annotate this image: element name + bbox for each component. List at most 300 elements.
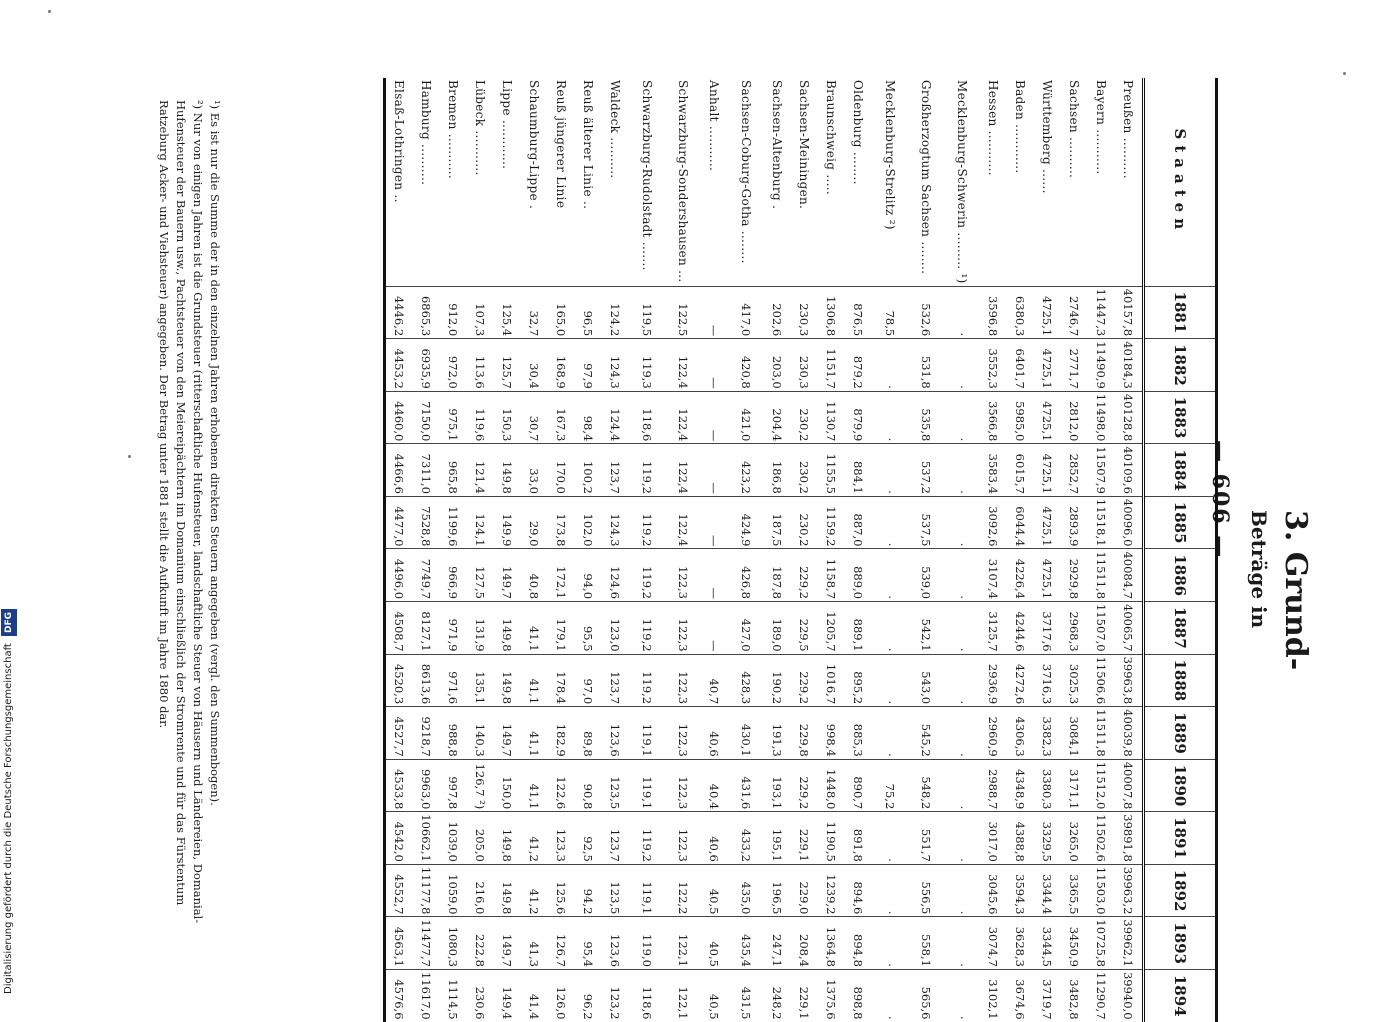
- value-cell: 124,3: [602, 496, 629, 549]
- value-cell: 41,1: [521, 654, 548, 707]
- value-cell: 4725,1: [1034, 391, 1061, 444]
- state-name: Schwarzburg-Sondershausen ...: [676, 80, 690, 283]
- value-cell: 119,2: [629, 496, 665, 549]
- value-cell: —: [701, 444, 728, 497]
- value-cell: 435,0: [728, 864, 764, 917]
- value-cell: ·: [872, 602, 908, 655]
- value-cell: 230,2: [791, 444, 818, 497]
- value-cell: 195,1: [764, 812, 791, 865]
- value-cell: 3102,1: [980, 969, 1007, 1021]
- value-cell: 2936,9: [980, 654, 1007, 707]
- value-cell: ·: [872, 969, 908, 1021]
- value-cell: 3344,5: [1034, 917, 1061, 970]
- value-cell: 6401,7: [1007, 339, 1034, 392]
- value-cell: 230,6: [467, 969, 494, 1021]
- value-cell: 95,4: [575, 917, 602, 970]
- value-cell: ·: [944, 496, 980, 549]
- value-cell: 150,0: [494, 759, 521, 812]
- state-name: Preußen ..........: [1121, 80, 1136, 179]
- value-cell: ·: [944, 549, 980, 602]
- value-cell: 229,0: [791, 864, 818, 917]
- value-cell: 123,0: [602, 602, 629, 655]
- value-cell: 539,0: [908, 549, 944, 602]
- value-cell: 11511,8: [1088, 707, 1115, 760]
- value-cell: 30,7: [521, 391, 548, 444]
- state-name: Sachsen-Coburg-Gotha ........: [739, 80, 753, 264]
- value-cell: 11507,0: [1088, 602, 1115, 655]
- value-cell: 11502,6: [1088, 812, 1115, 865]
- value-cell: 3171,1: [1061, 759, 1088, 812]
- value-cell: 124,3: [602, 339, 629, 392]
- value-cell: 1130,7: [818, 391, 845, 444]
- value-cell: 124,4: [602, 391, 629, 444]
- table-row: [385, 78, 414, 1022]
- value-cell: 40,6: [701, 707, 728, 760]
- value-cell: ·: [944, 969, 980, 1021]
- year-header: 1894: [1144, 969, 1217, 1021]
- value-cell: 11503,0: [1088, 864, 1115, 917]
- year-header: 1882: [1144, 339, 1217, 392]
- value-cell: 122,3: [665, 602, 701, 655]
- state-column-header: Staaten: [1144, 78, 1217, 286]
- value-cell: 40065,7: [1115, 602, 1144, 655]
- value-cell: 1205,7: [818, 602, 845, 655]
- value-cell: 1080,3: [440, 917, 467, 970]
- value-cell: ·: [944, 917, 980, 970]
- state-name: Bremen ...........: [446, 80, 461, 180]
- table-row: [908, 78, 944, 1022]
- state-name: Lübeck ...........: [473, 80, 488, 176]
- value-cell: 187,5: [764, 496, 791, 549]
- value-cell: 2771,7: [1061, 339, 1088, 392]
- value-cell: 172,1: [548, 549, 575, 602]
- value-cell: 4348,9: [1007, 759, 1034, 812]
- value-cell: 971,6: [440, 654, 467, 707]
- value-cell: 4725,1: [1034, 496, 1061, 549]
- value-cell: 119,1: [629, 707, 665, 760]
- value-cell: 4466,6: [385, 444, 414, 497]
- value-cell: 40,4: [701, 759, 728, 812]
- value-cell: 40184,3: [1115, 339, 1144, 392]
- value-cell: 122,3: [665, 759, 701, 812]
- table-row: [872, 78, 908, 1022]
- value-cell: 119,2: [629, 602, 665, 655]
- value-cell: 126,0: [548, 969, 575, 1021]
- value-cell: ·: [872, 549, 908, 602]
- value-cell: 90,8: [575, 759, 602, 812]
- value-cell: 150,3: [494, 391, 521, 444]
- value-cell: 542,1: [908, 602, 944, 655]
- state-name: Anhalt ...........: [707, 80, 722, 172]
- state-name: Sachsen-Altenburg .: [770, 80, 785, 210]
- value-cell: ·: [872, 812, 908, 865]
- value-cell: 3084,1: [1061, 707, 1088, 760]
- year-header: 1886: [1144, 549, 1217, 602]
- value-cell: 187,8: [764, 549, 791, 602]
- value-cell: 1159,2: [818, 496, 845, 549]
- value-cell: 885,3: [845, 707, 872, 760]
- value-cell: 558,1: [908, 917, 944, 970]
- value-cell: 11506,6: [1088, 654, 1115, 707]
- year-header: 1881: [1144, 286, 1217, 339]
- value-cell: 4527,7: [385, 707, 414, 760]
- value-cell: —: [701, 549, 728, 602]
- value-cell: 182,9: [548, 707, 575, 760]
- value-cell: 3594,3: [1007, 864, 1034, 917]
- value-cell: 4244,6: [1007, 602, 1034, 655]
- section-subtitle: Beträge in: [1247, 510, 1271, 629]
- value-cell: ·: [872, 864, 908, 917]
- value-cell: 3628,3: [1007, 917, 1034, 970]
- value-cell: 122,4: [665, 391, 701, 444]
- value-cell: 40,6: [701, 812, 728, 865]
- value-cell: 29,0: [521, 496, 548, 549]
- value-cell: 435,4: [728, 917, 764, 970]
- value-cell: 4520,3: [385, 654, 414, 707]
- value-cell: 3674,6: [1007, 969, 1034, 1021]
- state-name: Schwarzburg-Rudolstadt .......: [640, 80, 654, 271]
- value-cell: 2893,9: [1061, 496, 1088, 549]
- value-cell: 123,3: [548, 812, 575, 865]
- value-cell: 890,7: [845, 759, 872, 812]
- value-cell: 39940,0: [1115, 969, 1144, 1021]
- value-cell: 122,5: [665, 286, 701, 339]
- value-cell: 3092,6: [980, 496, 1007, 549]
- year-header: 1885: [1144, 496, 1217, 549]
- year-header: 1893: [1144, 917, 1217, 970]
- table-row: [980, 78, 1007, 1022]
- value-cell: 431,5: [728, 969, 764, 1021]
- value-cell: 149,8: [494, 444, 521, 497]
- value-cell: 417,0: [728, 286, 764, 339]
- value-cell: —: [701, 496, 728, 549]
- value-cell: 895,2: [845, 654, 872, 707]
- value-cell: ·: [944, 812, 980, 865]
- value-cell: 2968,3: [1061, 602, 1088, 655]
- state-name: Lippe ............: [500, 80, 515, 170]
- value-cell: ·: [944, 339, 980, 392]
- value-cell: 11511,8: [1088, 549, 1115, 602]
- value-cell: 203,0: [764, 339, 791, 392]
- value-cell: 39963,8: [1115, 654, 1144, 707]
- value-cell: 537,2: [908, 444, 944, 497]
- year-header: 1884: [1144, 444, 1217, 497]
- value-cell: 3107,4: [980, 549, 1007, 602]
- value-cell: 8613,6: [413, 654, 440, 707]
- value-cell: 119,3: [629, 339, 665, 392]
- state-name: Württemberg ......: [1040, 80, 1055, 194]
- value-cell: 40157,8: [1115, 286, 1144, 339]
- value-cell: 178,4: [548, 654, 575, 707]
- value-cell: 3017,0: [980, 812, 1007, 865]
- value-cell: 424,9: [728, 496, 764, 549]
- year-header: 1891: [1144, 812, 1217, 865]
- value-cell: 9218,7: [413, 707, 440, 760]
- value-cell: 10725,8: [1088, 917, 1115, 970]
- value-cell: 40084,7: [1115, 549, 1144, 602]
- value-cell: 149,7: [494, 549, 521, 602]
- value-cell: ·: [872, 444, 908, 497]
- value-cell: 40,5: [701, 864, 728, 917]
- value-cell: 4446,2: [385, 286, 414, 339]
- value-cell: 1199,6: [440, 496, 467, 549]
- value-cell: 3583,4: [980, 444, 1007, 497]
- dfg-logo: DFG: [1, 609, 17, 636]
- value-cell: 431,6: [728, 759, 764, 812]
- value-cell: 149,8: [494, 654, 521, 707]
- value-cell: 196,5: [764, 864, 791, 917]
- value-cell: 41,1: [521, 707, 548, 760]
- state-name: Oldenburg ........: [851, 80, 866, 185]
- value-cell: 229,2: [791, 654, 818, 707]
- value-cell: 149,8: [494, 864, 521, 917]
- value-cell: 229,2: [791, 549, 818, 602]
- value-cell: 1039,0: [440, 812, 467, 865]
- table-header-row: [1144, 78, 1217, 1022]
- value-cell: 11518,1: [1088, 496, 1115, 549]
- value-cell: 420,8: [728, 339, 764, 392]
- value-cell: 230,3: [791, 286, 818, 339]
- value-cell: 119,1: [629, 864, 665, 917]
- value-cell: 4226,4: [1007, 549, 1034, 602]
- value-cell: 75,2: [872, 759, 908, 812]
- value-cell: 545,2: [908, 707, 944, 760]
- value-cell: 423,2: [728, 444, 764, 497]
- value-cell: 122,2: [665, 864, 701, 917]
- value-cell: 123,6: [602, 707, 629, 760]
- value-cell: 202,6: [764, 286, 791, 339]
- value-cell: 4477,0: [385, 496, 414, 549]
- value-cell: 118,6: [629, 391, 665, 444]
- value-cell: 122,3: [665, 654, 701, 707]
- value-cell: 30,4: [521, 339, 548, 392]
- value-cell: 41,2: [521, 812, 548, 865]
- value-cell: ·: [872, 707, 908, 760]
- value-cell: 894,8: [845, 917, 872, 970]
- tax-table: [383, 78, 1218, 1022]
- value-cell: 122,3: [665, 707, 701, 760]
- value-cell: 884,1: [845, 444, 872, 497]
- state-name: Reuß jüngerer Linie: [554, 80, 569, 209]
- value-cell: 40,8: [521, 549, 548, 602]
- value-cell: 3329,5: [1034, 812, 1061, 865]
- value-cell: 3380,3: [1034, 759, 1061, 812]
- value-cell: 97,9: [575, 339, 602, 392]
- value-cell: 41,3: [521, 917, 548, 970]
- value-cell: 1158,7: [818, 549, 845, 602]
- value-cell: 41,1: [521, 759, 548, 812]
- value-cell: 998,4: [818, 707, 845, 760]
- state-name: Sachsen ..........: [1067, 80, 1082, 179]
- value-cell: 1364,8: [818, 917, 845, 970]
- year-header: 1888: [1144, 654, 1217, 707]
- value-cell: 222,8: [467, 917, 494, 970]
- table-row: [1007, 78, 1034, 1022]
- value-cell: 537,5: [908, 496, 944, 549]
- table-row: [521, 78, 548, 1022]
- value-cell: 889,1: [845, 602, 872, 655]
- value-cell: 100,2: [575, 444, 602, 497]
- value-cell: 2746,7: [1061, 286, 1088, 339]
- value-cell: 193,1: [764, 759, 791, 812]
- value-cell: 205,0: [467, 812, 494, 865]
- value-cell: 170,0: [548, 444, 575, 497]
- value-cell: 123,7: [602, 654, 629, 707]
- value-cell: 40039,8: [1115, 707, 1144, 760]
- value-cell: 3566,8: [980, 391, 1007, 444]
- state-name: Hamburg ..........: [419, 80, 434, 186]
- value-cell: ·: [872, 391, 908, 444]
- value-cell: 186,8: [764, 444, 791, 497]
- value-cell: 894,6: [845, 864, 872, 917]
- value-cell: 4563,1: [385, 917, 414, 970]
- value-cell: 430,1: [728, 707, 764, 760]
- value-cell: ·: [944, 444, 980, 497]
- value-cell: 98,4: [575, 391, 602, 444]
- value-cell: 173,8: [548, 496, 575, 549]
- value-cell: 11512,0: [1088, 759, 1115, 812]
- value-cell: 204,4: [764, 391, 791, 444]
- value-cell: 428,3: [728, 654, 764, 707]
- value-cell: 124,1: [467, 496, 494, 549]
- value-cell: 125,4: [494, 286, 521, 339]
- value-cell: 975,1: [440, 391, 467, 444]
- state-name: Reuß älterer Linie ..: [581, 80, 596, 210]
- value-cell: 230,2: [791, 496, 818, 549]
- value-cell: 11490,9: [1088, 339, 1115, 392]
- credit-text: Digitalisierung gefördert durch die Deutsche Forschungsgemeinschaft: [3, 643, 14, 994]
- table-row: [413, 78, 440, 1022]
- credit-strip: [1, 294, 17, 994]
- value-cell: —: [701, 286, 728, 339]
- value-cell: 41,4: [521, 969, 548, 1021]
- value-cell: ·: [944, 286, 980, 339]
- value-cell: 119,2: [629, 444, 665, 497]
- table-row: [818, 78, 845, 1022]
- value-cell: 107,3: [467, 286, 494, 339]
- value-cell: 94,0: [575, 549, 602, 602]
- value-cell: 543,0: [908, 654, 944, 707]
- value-cell: 2988,7: [980, 759, 1007, 812]
- value-cell: ·: [872, 496, 908, 549]
- value-cell: 1448,0: [818, 759, 845, 812]
- value-cell: 119,0: [629, 917, 665, 970]
- value-cell: 3719,7: [1034, 969, 1061, 1021]
- value-cell: 40,5: [701, 969, 728, 1021]
- value-cell: 167,3: [548, 391, 575, 444]
- table-row: [1088, 78, 1115, 1022]
- value-cell: 149,8: [494, 812, 521, 865]
- value-cell: 531,8: [908, 339, 944, 392]
- value-cell: 125,7: [494, 339, 521, 392]
- value-cell: 891,8: [845, 812, 872, 865]
- value-cell: 3125,7: [980, 602, 1007, 655]
- value-cell: 4725,1: [1034, 286, 1061, 339]
- table-row: [764, 78, 791, 1022]
- value-cell: 149,4: [494, 969, 521, 1021]
- value-cell: 556,5: [908, 864, 944, 917]
- value-cell: 40,7: [701, 654, 728, 707]
- table-row: [944, 78, 980, 1022]
- value-cell: 40109,6: [1115, 444, 1144, 497]
- value-cell: 5985,0: [1007, 391, 1034, 444]
- value-cell: 41,2: [521, 864, 548, 917]
- table-row: [548, 78, 575, 1022]
- value-cell: 126,7: [548, 917, 575, 970]
- footnotes: [155, 100, 223, 940]
- value-cell: 40,5: [701, 917, 728, 970]
- value-cell: 997,8: [440, 759, 467, 812]
- value-cell: 248,2: [764, 969, 791, 1021]
- footnote-2: ²) Nur von einigen Jahren ist die Grundsteuer (ritterschaftliche Hufensteuer, landschaftliche Steuer von Häusern und Ländereien, Domanial-Hufensteuer der Bauern usw., Pachtsteuer von den Meiereipächtern im Domanium einschließlich der Stromrente und für das Fürstentum Ratzeburg Acker- und Viehsteuer) angegeben. Der Betrag unter 1881 stellt die Aufkunft im Jahre 1880 dar.: [157, 100, 205, 924]
- table-row: [602, 78, 629, 1022]
- value-cell: 1114,5: [440, 969, 467, 1021]
- value-cell: 7749,7: [413, 549, 440, 602]
- table-body: [385, 78, 1144, 1022]
- value-cell: 119,2: [629, 549, 665, 602]
- value-cell: 7311,0: [413, 444, 440, 497]
- value-cell: 123,5: [602, 759, 629, 812]
- value-cell: 4576,6: [385, 969, 414, 1021]
- table-row: [575, 78, 602, 1022]
- value-cell: 118,6: [629, 969, 665, 1021]
- section-title: 3. Grund-: [1278, 510, 1313, 671]
- table-row: [728, 78, 764, 1022]
- value-cell: 11290,7: [1088, 969, 1115, 1021]
- value-cell: 149,9: [494, 496, 521, 549]
- value-cell: 6044,4: [1007, 496, 1034, 549]
- value-cell: 2929,8: [1061, 549, 1088, 602]
- value-cell: 10662,1: [413, 812, 440, 865]
- state-name: Sachsen-Meiningen.: [797, 80, 812, 210]
- value-cell: —: [701, 391, 728, 444]
- value-cell: 122,4: [665, 444, 701, 497]
- value-cell: 119,6: [467, 391, 494, 444]
- value-cell: 426,8: [728, 549, 764, 602]
- value-cell: 122,1: [665, 969, 701, 1021]
- value-cell: 4306,3: [1007, 707, 1034, 760]
- value-cell: 4725,1: [1034, 444, 1061, 497]
- value-cell: 40128,8: [1115, 391, 1144, 444]
- table-row: [791, 78, 818, 1022]
- value-cell: 149,7: [494, 707, 521, 760]
- table-row: [701, 78, 728, 1022]
- value-cell: 123,2: [602, 969, 629, 1021]
- value-cell: 3265,0: [1061, 812, 1088, 865]
- value-cell: 3365,5: [1061, 864, 1088, 917]
- value-cell: 2852,7: [1061, 444, 1088, 497]
- value-cell: 32,7: [521, 286, 548, 339]
- value-cell: 39963,2: [1115, 864, 1144, 917]
- value-cell: 879,9: [845, 391, 872, 444]
- value-cell: 119,2: [629, 654, 665, 707]
- value-cell: 127,5: [467, 549, 494, 602]
- year-header: 1883: [1144, 391, 1217, 444]
- year-header: 1887: [1144, 602, 1217, 655]
- value-cell: 7528,8: [413, 496, 440, 549]
- value-cell: 124,2: [602, 286, 629, 339]
- value-cell: 149,7: [494, 917, 521, 970]
- value-cell: ·: [872, 917, 908, 970]
- value-cell: —: [701, 602, 728, 655]
- table-row: [629, 78, 665, 1022]
- value-cell: 122,1: [665, 917, 701, 970]
- table-row: [1115, 78, 1144, 1022]
- value-cell: 11477,7: [413, 917, 440, 970]
- value-cell: 8127,1: [413, 602, 440, 655]
- value-cell: 1151,7: [818, 339, 845, 392]
- value-cell: 190,2: [764, 654, 791, 707]
